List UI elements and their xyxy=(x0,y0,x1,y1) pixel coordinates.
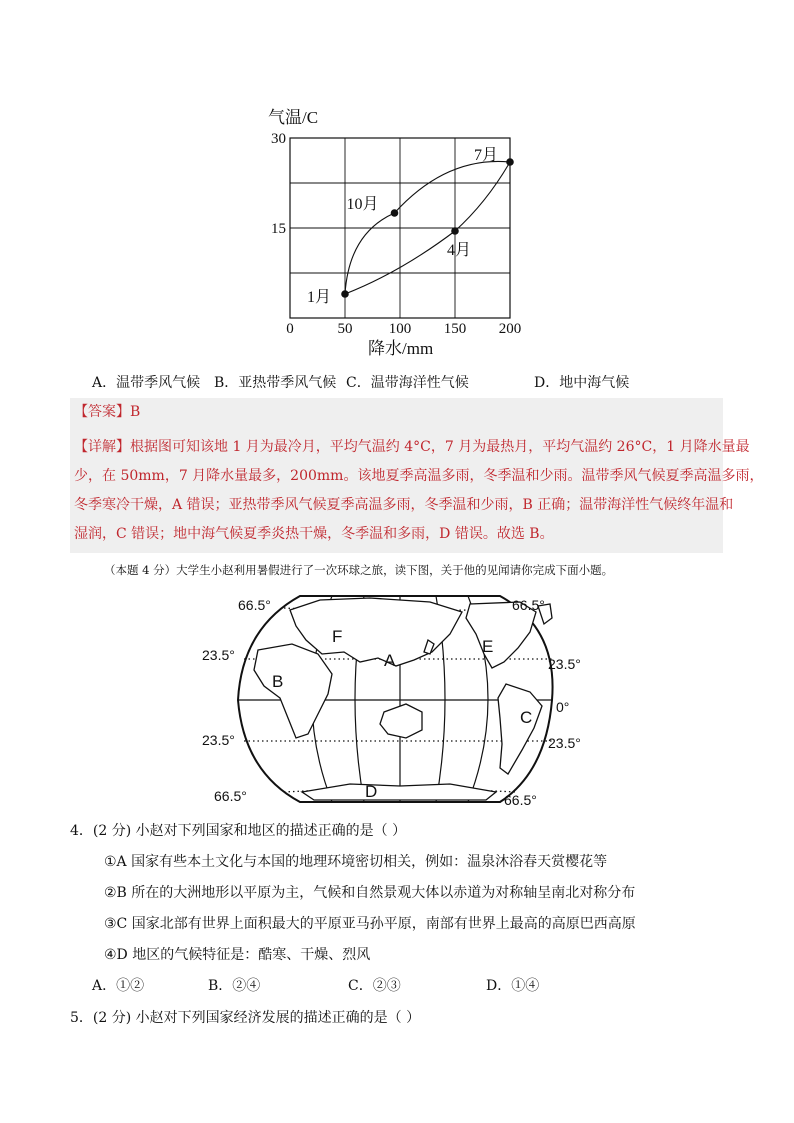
data-point xyxy=(506,158,514,166)
y-tick-label: 30 xyxy=(271,131,286,147)
x-tick-label: 100 xyxy=(388,321,412,337)
intro-note: （本题 4 分）大学生小赵利用暑假进行了一次环球之旅，读下图，关于他的见闻请你完成下面小题。 xyxy=(104,563,614,577)
detail-line-3: 冬季寒冷干燥，A 错误；亚热带季风气候夏季高温多雨，冬季温和少雨，B 正确；温带海洋性气候终年温和 xyxy=(74,497,734,513)
chart-xlabel: 降水/mm xyxy=(368,339,434,358)
q3-option-c[interactable]: C．温带海洋性气候 xyxy=(346,375,469,391)
lat-label-trop-s-right: 23.5° xyxy=(548,735,581,751)
world-map xyxy=(200,588,600,810)
q5-stem: 5．(2 分) 小赵对下列国家经济发展的描述正确的是（ ） xyxy=(70,1010,421,1026)
lat-label-trop-n-right: 23.5° xyxy=(548,656,581,672)
q4-item-4: ④D 地区的气候特征是：酷寒、干燥、烈风 xyxy=(104,947,371,963)
climate-chart xyxy=(250,98,550,363)
x-tick-label: 0 xyxy=(286,321,294,337)
q4-stem: 4．(2 分) 小赵对下列国家和地区的描述正确的是（ ） xyxy=(70,823,407,839)
detail-tag: 【详解】 xyxy=(74,439,130,455)
q4-item-1: ①A 国家有些本土文化与本国的地理环境密切相关，例如：温泉沐浴春天赏樱花等 xyxy=(104,854,608,870)
x-tick-label: 50 xyxy=(337,321,353,337)
region-label-f: F xyxy=(332,627,343,646)
answer-row xyxy=(74,398,140,427)
q4-item-3: ③C 国家北部有世界上面积最大的平原亚马孙平原，南部有世界上最高的高原巴西高原 xyxy=(104,916,636,932)
q4-option-b[interactable]: B．②④ xyxy=(208,978,261,994)
q3-options xyxy=(92,372,732,394)
region-label-a: A xyxy=(384,651,396,670)
lat-label-top-right: 66.5° xyxy=(512,597,545,613)
q4-option-d[interactable]: D．①④ xyxy=(486,978,540,994)
q3-option-a[interactable]: A．温带季风气候 xyxy=(92,375,201,391)
chart-ylabel: 气温/C xyxy=(268,108,319,127)
region-label-c: C xyxy=(520,708,533,727)
region-label-e: E xyxy=(482,637,494,656)
detail-line-1 xyxy=(74,433,750,462)
point-label: 4月 xyxy=(447,242,472,259)
point-label: 10月 xyxy=(346,196,379,213)
detail-text: 根据图可知该地 1 月为最冷月，平均气温约 4°C，7 月为最热月，平均气温约 26°C，1 月降水量最 xyxy=(130,439,750,455)
lat-label-trop-s-left: 23.5° xyxy=(202,732,235,748)
lat-label-trop-n-left: 23.5° xyxy=(202,647,235,663)
point-label: 7月 xyxy=(474,147,499,164)
detail-line-2: 少，在 50mm，7 月降水量最多，200mm。该地夏季高温多雨，冬季温和少雨。温带季风气候夏季高温多雨， xyxy=(74,468,764,484)
x-tick-label: 200 xyxy=(498,321,522,337)
y-tick-label: 15 xyxy=(271,221,286,237)
q4-option-a[interactable]: A．①② xyxy=(92,978,145,994)
data-point xyxy=(451,227,459,235)
region-label-d: D xyxy=(365,782,378,801)
q3-option-d[interactable]: D．地中海气候 xyxy=(534,375,630,391)
data-point xyxy=(341,290,349,298)
answer-box xyxy=(70,398,764,553)
lat-label-bottom-right: 66.5° xyxy=(504,792,537,808)
answer-tag: 【答案】 xyxy=(74,404,130,420)
point-label: 1月 xyxy=(307,289,332,306)
lat-label-bottom-left: 66.5° xyxy=(214,788,247,804)
lat-label-equator: 0° xyxy=(556,699,570,715)
q4-item-2: ②B 所在的大洲地形以平原为主，气候和自然景观大体以赤道为对称轴呈南北对称分布 xyxy=(104,885,636,901)
lat-label-top-left: 66.5° xyxy=(238,597,271,613)
answer-value: B xyxy=(130,404,141,420)
x-tick-label: 150 xyxy=(443,321,467,337)
q4-option-c[interactable]: C．②③ xyxy=(348,978,401,994)
data-point xyxy=(391,209,399,217)
q3-option-b[interactable]: B．亚热带季风气候 xyxy=(214,375,337,391)
detail-line-4: 湿润，C 错误；地中海气候夏季炎热干燥，冬季温和多雨，D 错误。故选 B。 xyxy=(74,526,554,542)
region-label-b: B xyxy=(272,672,284,691)
